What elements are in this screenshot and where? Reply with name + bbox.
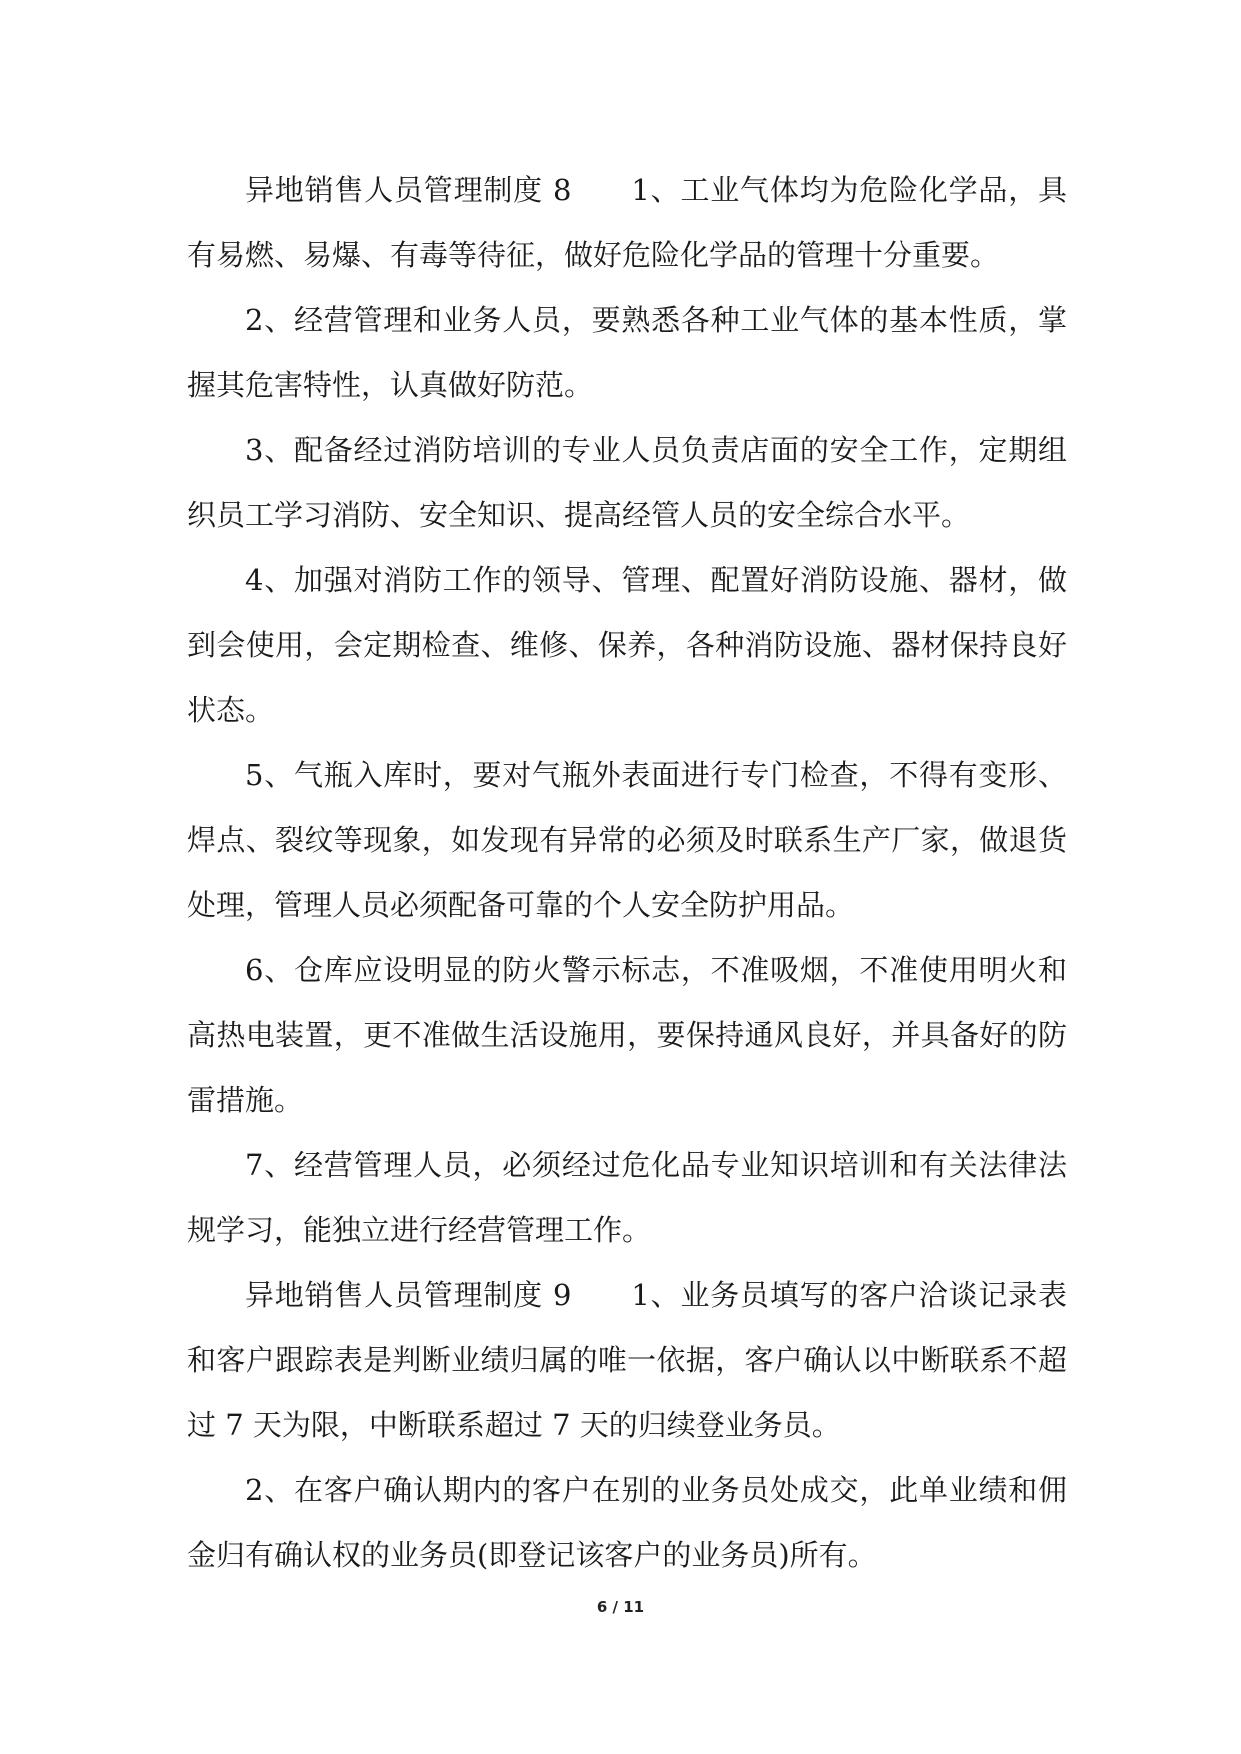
paragraph-text: 2、经营管理和业务人员，要熟悉各种工业气体的基本性质，掌握其危害特性，认真做好防范。 [187, 303, 1067, 402]
paragraph-text: 2、在客户确认期内的客户在别的业务员处成交，此单业绩和佣金归有确认权的业务员(即登记该客户的业务员)所有。 [187, 1473, 1067, 1572]
paragraph [187, 1133, 1067, 1263]
section-heading: 异地销售人员管理制度 9 [245, 1278, 572, 1312]
paragraph [187, 1458, 1067, 1588]
paragraph-text: 5、气瓶入库时，要对气瓶外表面进行专门检查，不得有变形、焊点、裂纹等现象，如发现有异常的必须及时联系生产厂家，做退货处理，管理人员必须配备可靠的个人安全防护用品。 [187, 758, 1067, 922]
paragraph [187, 938, 1067, 1133]
paragraph-text: 1、工业气体均为危险化学品，具有易燃、易爆、有毒等待征，做好危险化学品的管理十分重要。 [187, 173, 1068, 272]
paragraph [187, 743, 1067, 938]
paragraph-text: 1、业务员填写的客户洽谈记录表和客户跟踪表是判断业绩归属的唯一依据，客户确认以中断联系不超过 7 天为限，中断联系超过 7 天的归续登业务员。 [187, 1278, 1068, 1442]
page-number: 6 / 11 [596, 1598, 645, 1616]
paragraph-text: 7、经营管理人员，必须经过危化品专业知识培训和有关法律法规学习，能独立进行经营管理工作。 [187, 1148, 1067, 1247]
paragraph-text: 4、加强对消防工作的领导、管理、配置好消防设施、器材，做到会使用，会定期检查、维修、保养，各种消防设施、器材保持良好状态。 [187, 563, 1067, 727]
paragraph [187, 158, 1067, 288]
document-body [187, 158, 1067, 1588]
paragraph [187, 1263, 1067, 1458]
paragraph-text: 6、仓库应设明显的防火警示标志，不准吸烟，不准使用明火和高热电装置，更不准做生活设施用，要保持通风良好，并具备好的防雷措施。 [187, 953, 1067, 1117]
paragraph [187, 288, 1067, 418]
paragraph-text: 3、配备经过消防培训的专业人员负责店面的安全工作，定期组织员工学习消防、安全知识、提高经管人员的安全综合水平。 [187, 433, 1067, 532]
paragraph [187, 418, 1067, 548]
paragraph [187, 548, 1067, 743]
section-heading: 异地销售人员管理制度 8 [245, 173, 572, 207]
